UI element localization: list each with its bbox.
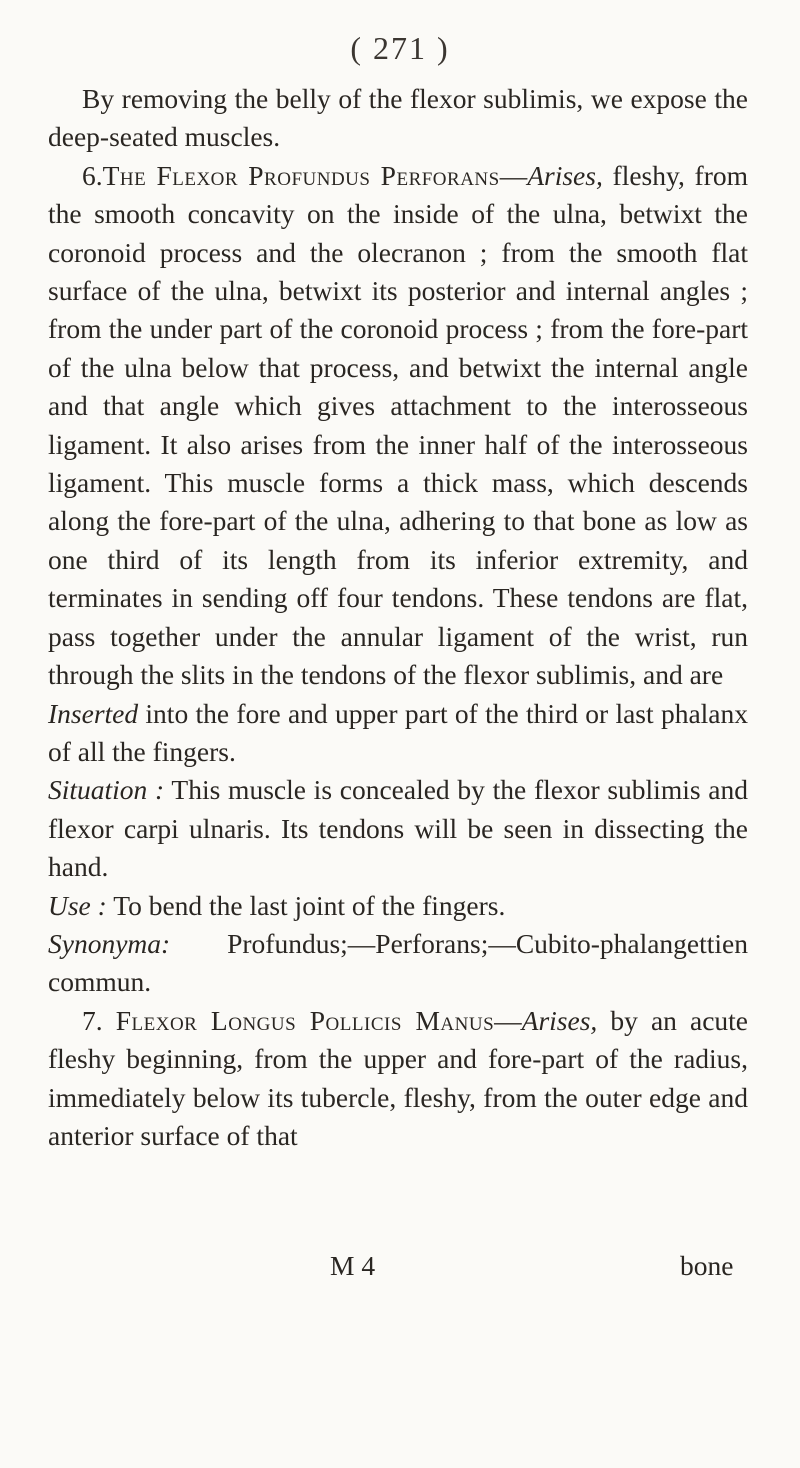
paragraph-flexor-profundus: [48, 157, 748, 695]
situation-text: This muscle is concealed by the flexor sublimis and flexor carpi ulnaris. Its tendons will be seen in dissecting the hand.: [48, 774, 748, 883]
insertion-text: into the fore and upper part of the third or last phalanx of all the fingers.: [48, 697, 748, 767]
paragraph-synonyma: [48, 925, 748, 1002]
body-text: [48, 80, 748, 1155]
paragraph-situation: [48, 771, 748, 886]
paragraph-flexor-longus-pollicis: [48, 1002, 748, 1156]
page-number: ( 271 ): [350, 30, 450, 66]
paragraph-inserted: [48, 695, 748, 772]
page-footer: [0, 1250, 800, 1290]
muscle-name: Flexor Longus Pollicis Manus: [115, 1004, 495, 1036]
use-text: To bend the last joint of the fingers.: [106, 889, 506, 921]
use-label: Use :: [48, 889, 107, 921]
catchword: bone: [680, 1250, 734, 1281]
synonyma-label: Synonyma:: [48, 927, 171, 959]
situation-label: Situation :: [48, 774, 165, 806]
inserted-label: Inserted: [48, 697, 139, 729]
dash: —: [494, 1004, 522, 1036]
paragraph-intro: By removing the belly of the flexor sublimis, we expose the deep-seated muscles.: [48, 83, 748, 153]
section-number: 6.: [82, 159, 103, 191]
arises-label: Arises,: [521, 1004, 598, 1036]
signature-mark: M 4: [330, 1250, 376, 1281]
arises-label: Arises,: [527, 159, 603, 191]
origin-text: fleshy, from the smooth concavity on the inside of the ulna, betwixt the coronoid process and the olecranon ; from the smooth flat surface of the ulna, betwixt its posterior and internal angles ; from the under part of the coronoid process ; from the fore-part of the ulna below that process, and betwixt the internal angle and that angle which gives attachment to the interosseous ligament. It also arises from the inner half of the interosseous ligament. This muscle forms a thick mass, which descends along the fore-part of the ulna, adhering to that bone as low as one third of its length from its inferior extremity, and terminates in sending off four tendons. These tendons are flat, pass together under the annular ligament of the wrist, run through the slits in the tendons of the flexor sublimis, and are: [48, 159, 748, 691]
section-number: 7.: [82, 1004, 103, 1036]
paragraph-use: [48, 887, 748, 925]
origin-text: by an acute fleshy beginning, from the upper and fore-part of the radius, immediately below its tubercle, fleshy, from the outer edge and anterior surface of that: [48, 1004, 748, 1151]
dash: —: [499, 159, 528, 191]
synonyma-text: Profundus;—Perforans;—Cubito-phalangettien commun.: [48, 927, 748, 998]
muscle-name: The Flexor Profundus Perforans: [102, 159, 500, 191]
